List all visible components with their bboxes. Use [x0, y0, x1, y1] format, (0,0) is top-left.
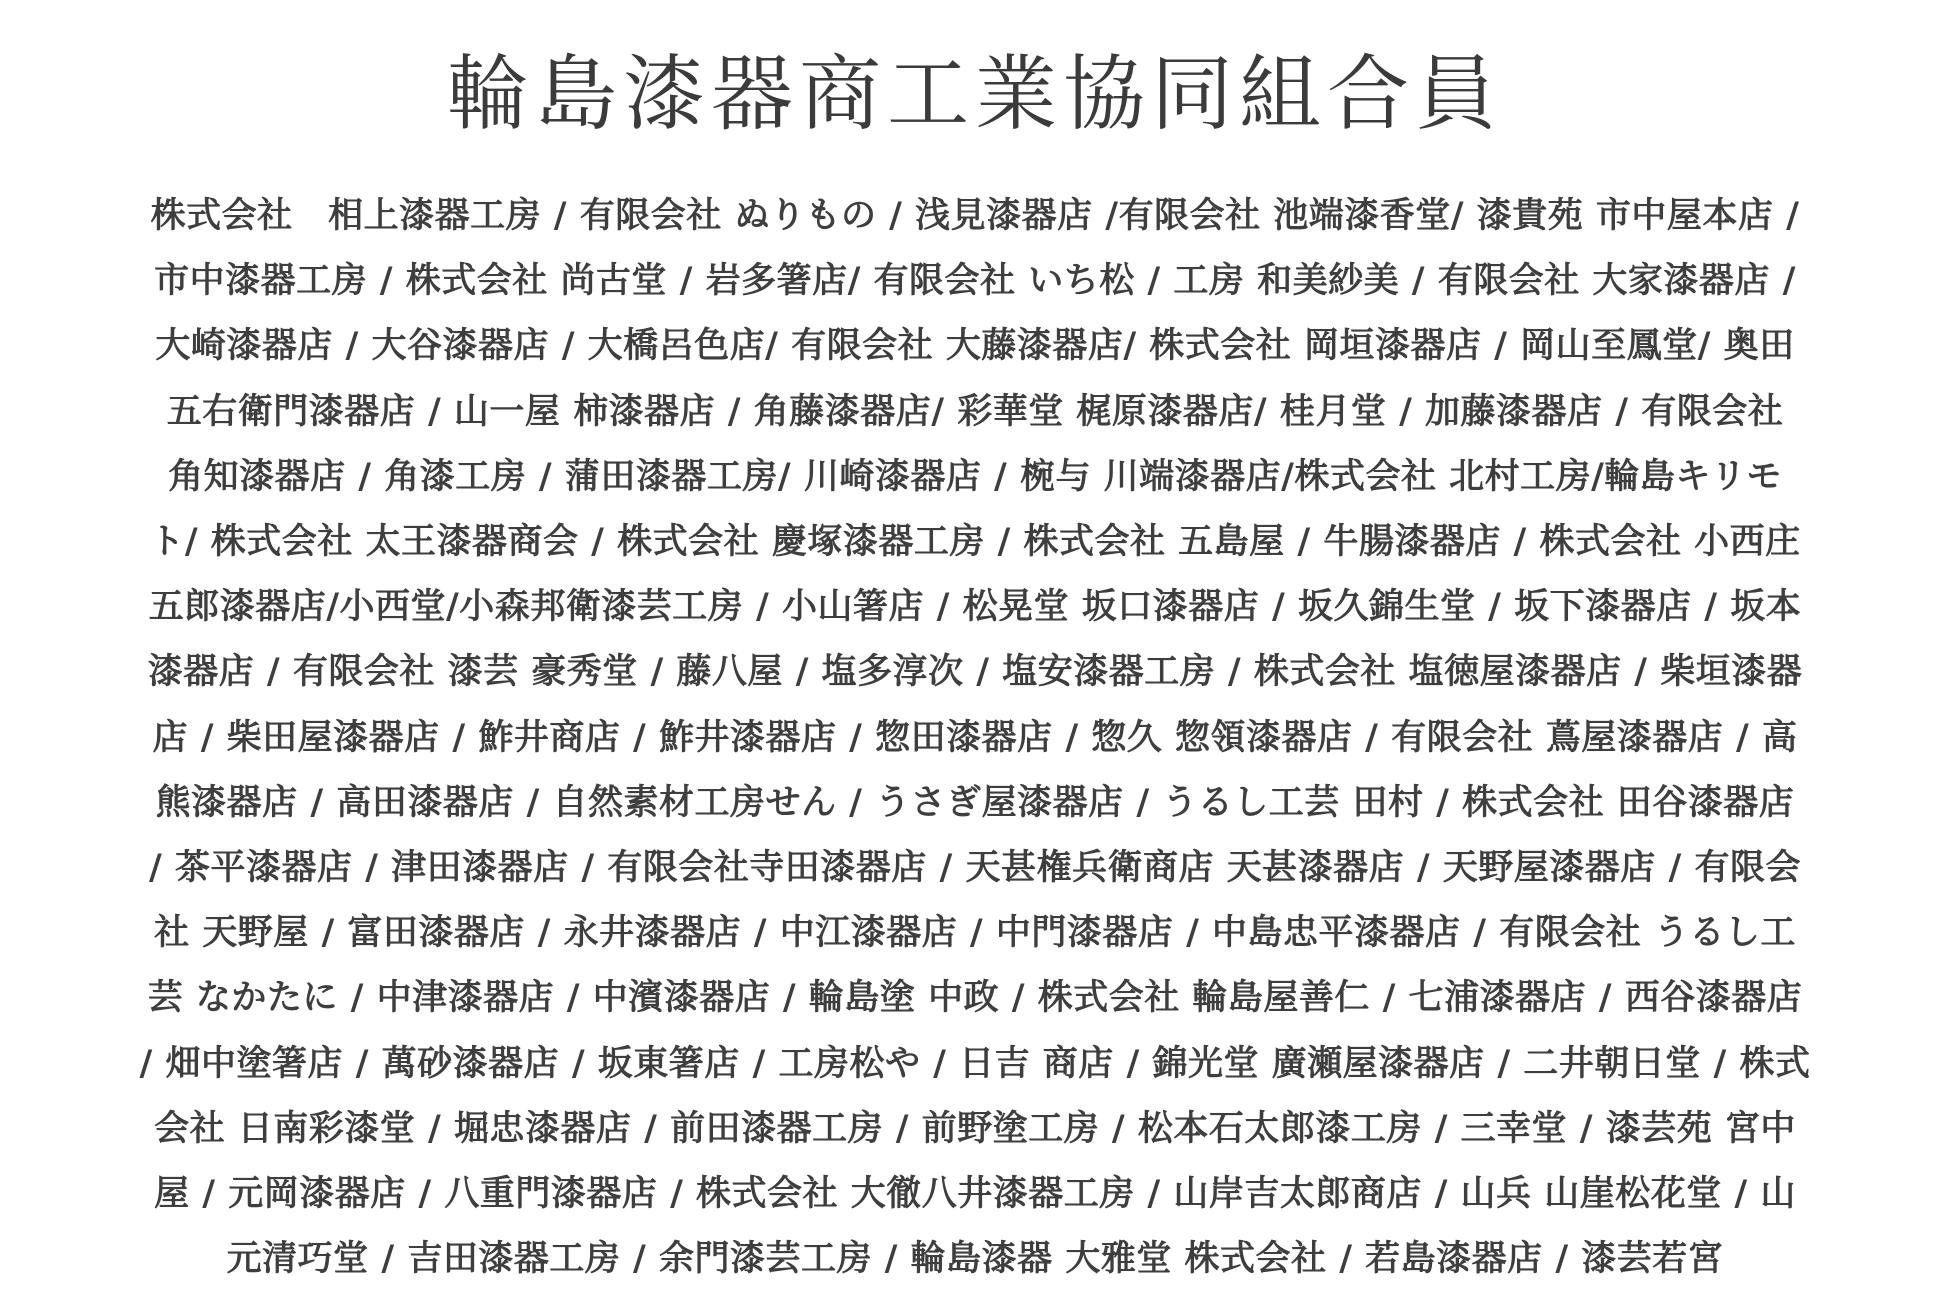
member-list-line: 屋 / 元岡漆器店 / 八重門漆器店 / 株式会社 大徹八井漆器工房 / 山岸吉太郎商店 / 山兵 山崖松花堂 / 山 — [154, 1174, 1796, 1215]
member-list-line: 社 天野屋 / 富田漆器店 / 永井漆器店 / 中江漆器店 / 中門漆器店 / 中島忠平漆器店 / 有限会社 うるし工 — [154, 913, 1796, 954]
member-list-line: 店 / 柴田屋漆器店 / 鮓井商店 / 鮓井漆器店 / 惣田漆器店 / 惣久 惣領漆器店 / 有限会社 蔦屋漆器店 / 高 — [152, 717, 1798, 758]
member-list-line: 株式会社 相上漆器工房 / 有限会社 ぬりもの / 浅見漆器店 /有限会社 池端漆香堂/ 漆貴苑 市中屋本店 / — [150, 196, 1800, 236]
member-list-line: 五右衛門漆器店 / 山一屋 柿漆器店 / 角藤漆器店/ 彩華堂 梶原漆器店/ 桂月堂 / 加藤漆器店 / 有限会社 — [166, 391, 1784, 432]
page-title: 輪島漆器商工業協同組合員 — [446, 47, 1503, 142]
member-list-line: 熊漆器店 / 高田漆器店 / 自然素材工房せん / うさぎ屋漆器店 / うるし工芸 田村 / 株式会社 田谷漆器店 — [155, 782, 1795, 823]
member-list-line: / 茶平漆器店 / 津田漆器店 / 有限会社寺田漆器店 / 天甚権兵衛商店 天甚漆器店 / 天野屋漆器店 / 有限会 — [149, 848, 1801, 889]
member-list-line: 五郎漆器店/小西堂/小森邦衛漆芸工房 / 小山箸店 / 松晃堂 坂口漆器店 / 坂久錦生堂 / 坂下漆器店 / 坂本 — [148, 587, 1802, 628]
member-list — [38, 184, 1912, 1292]
member-list-line: 漆器店 / 有限会社 漆芸 豪秀堂 / 藤八屋 / 塩多淳次 / 塩安漆器工房 / 株式会社 塩徳屋漆器店 / 柴垣漆器 — [147, 652, 1803, 693]
member-list-line: 元清巧堂 / 吉田漆器工房 / 余門漆芸工房 / 輪島漆器 大雅堂 株式会社 / 若島漆器店 / 漆芸若宮 — [226, 1239, 1724, 1280]
member-list-line: 大崎漆器店 / 大谷漆器店 / 大橋呂色店/ 有限会社 大藤漆器店/ 株式会社 岡垣漆器店 / 岡山至鳳堂/ 奥田 — [155, 326, 1795, 367]
member-list-line: 市中漆器工房 / 株式会社 尚古堂 / 岩多箸店/ 有限会社 いち松 / 工房 和美紗美 / 有限会社 大家漆器店 / — [154, 261, 1796, 302]
member-list-line: 芸 なかたに / 中津漆器店 / 中濱漆器店 / 輪島塗 中政 / 株式会社 輪島屋善仁 / 七浦漆器店 / 西谷漆器店 — [147, 978, 1803, 1019]
member-list-line: / 畑中塗箸店 / 萬砂漆器店 / 坂東箸店 / 工房松や / 日吉 商店 / 錦光堂 廣瀬屋漆器店 / 二井朝日堂 / 株式 — [139, 1043, 1811, 1084]
member-list-line: 会社 日南彩漆堂 / 堀忠漆器店 / 前田漆器工房 / 前野塗工房 / 松本石太郎漆工房 / 三幸堂 / 漆芸苑 宮中 — [154, 1108, 1796, 1149]
member-list-line: 角知漆器店 / 角漆工房 / 蒲田漆器工房/ 川崎漆器店 / 椀与 川端漆器店/株式会社 北村工房/輪島キリモ — [168, 456, 1782, 497]
member-list-line: ト/ 株式会社 太王漆器商会 / 株式会社 慶塚漆器工房 / 株式会社 五島屋 / 牛腸漆器店 / 株式会社 小西庄 — [149, 522, 1801, 563]
